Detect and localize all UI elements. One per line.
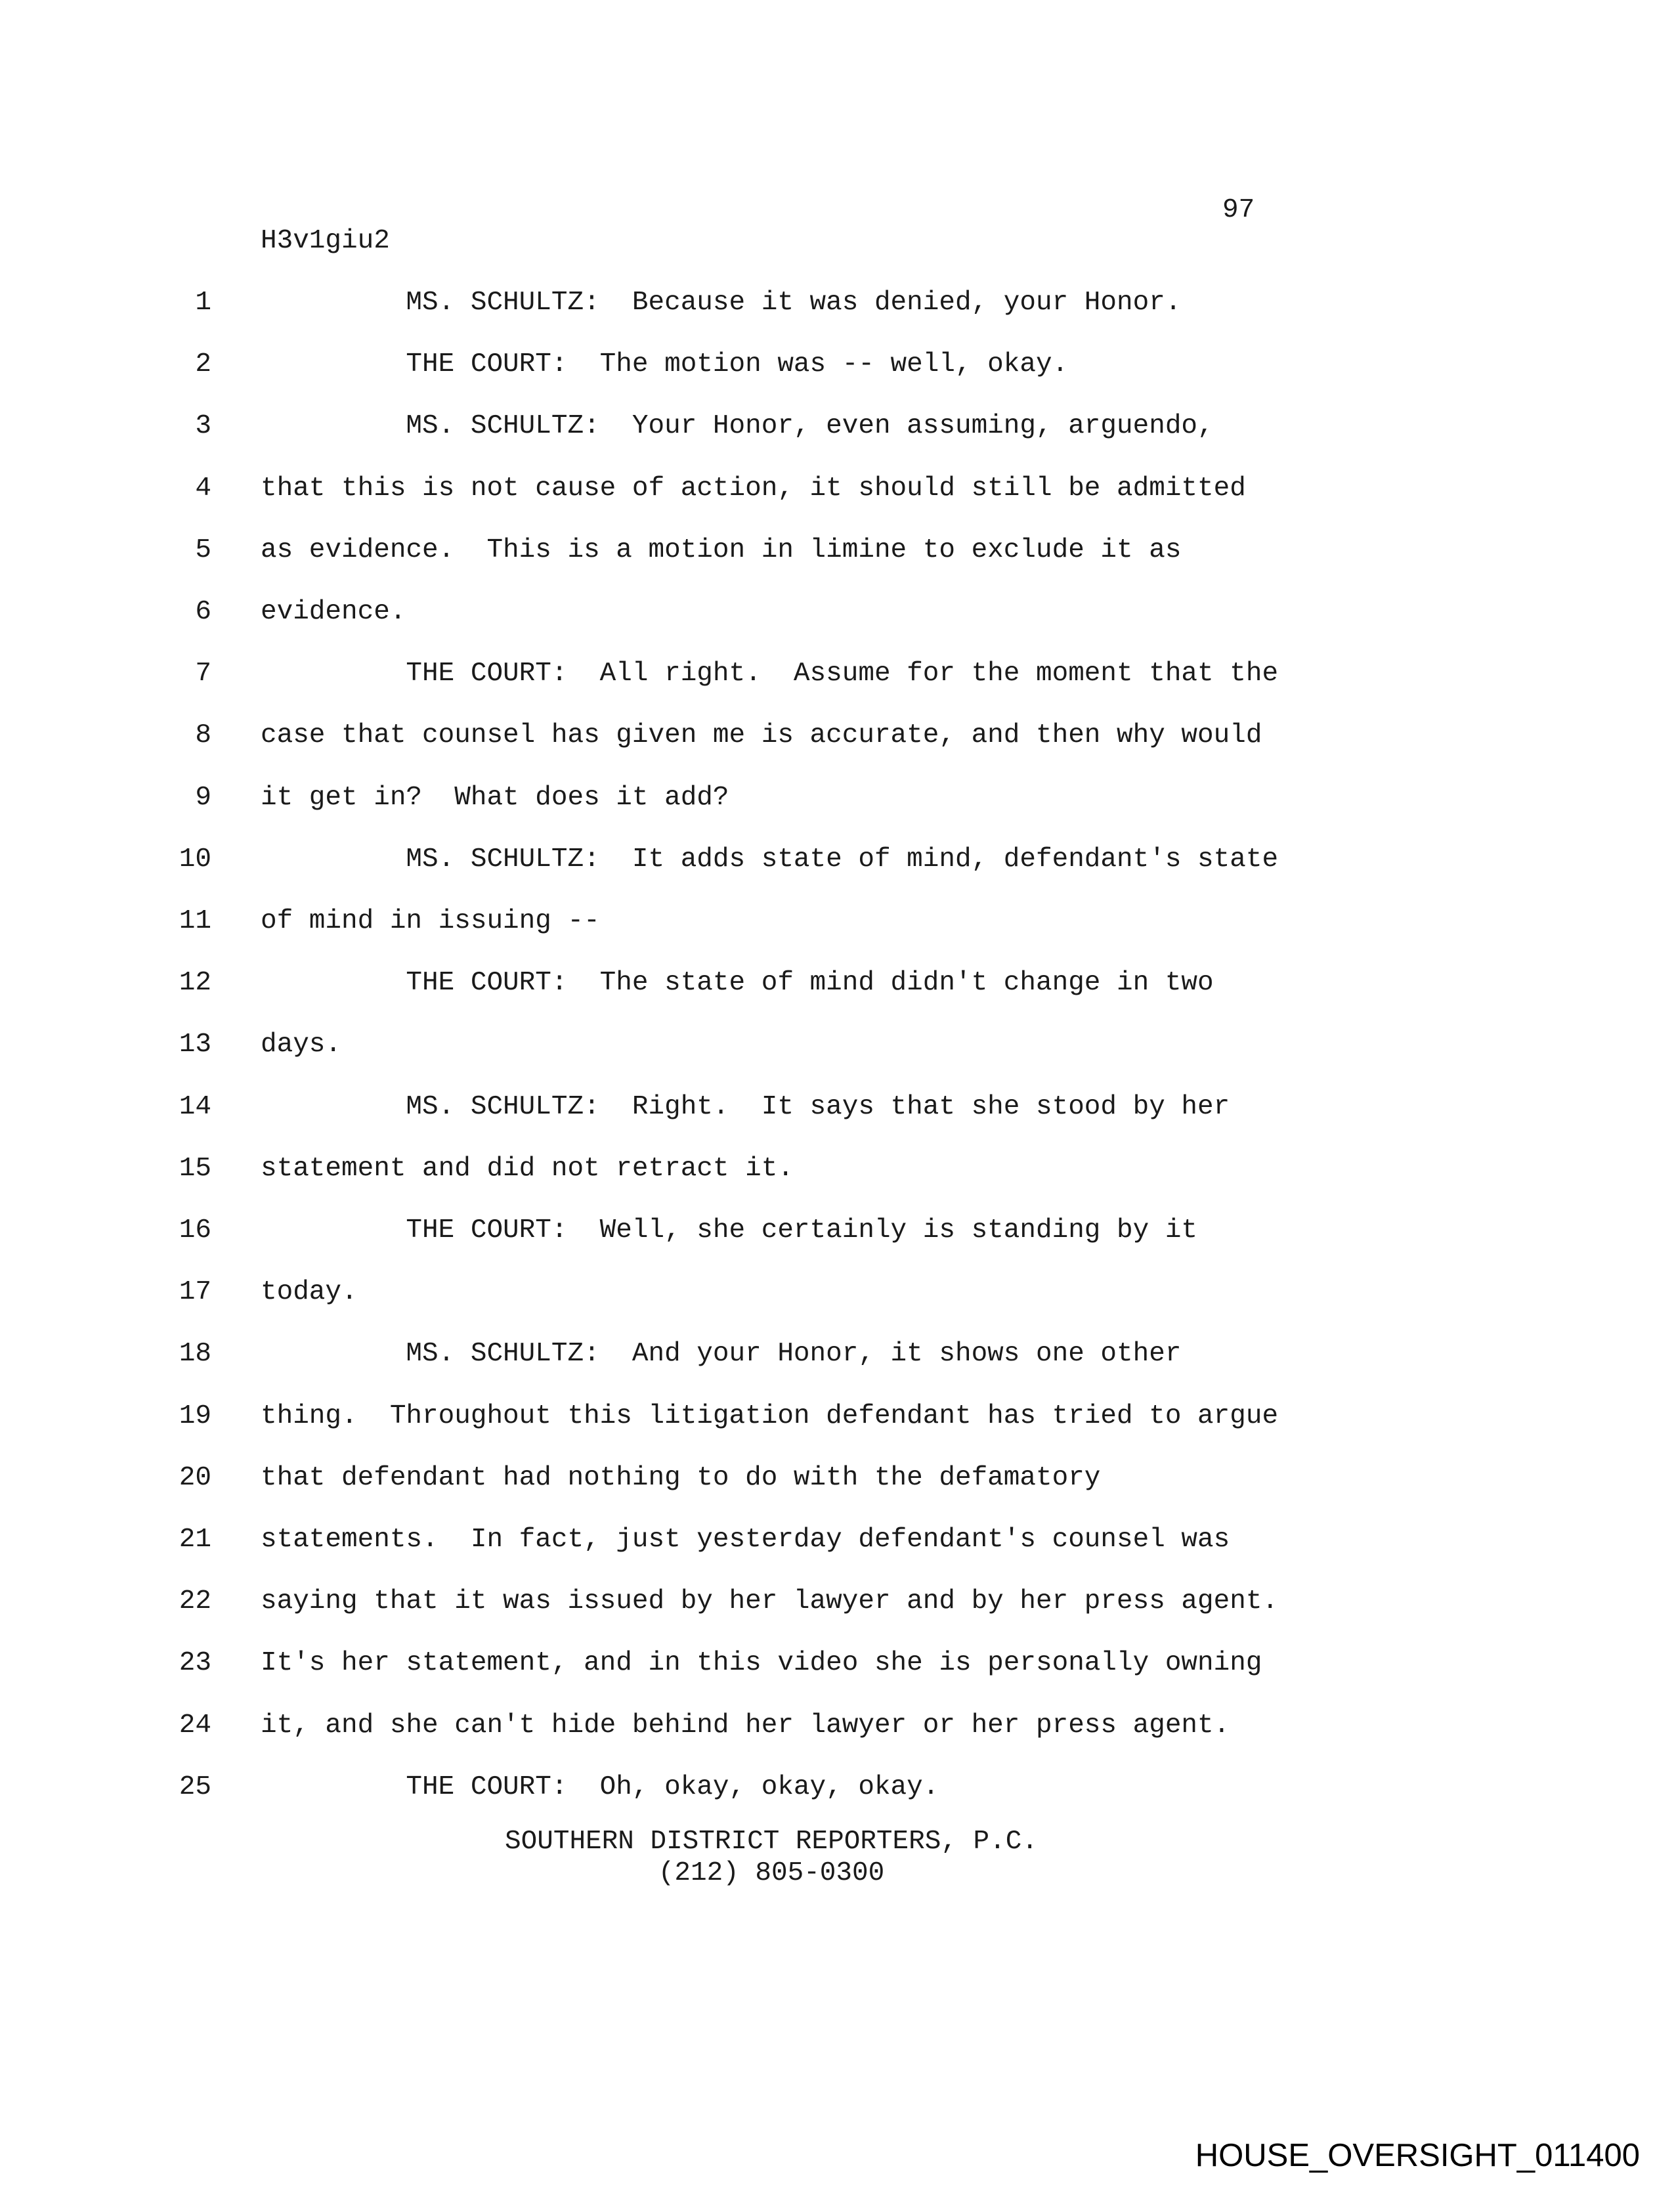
line-text: THE COURT: All right. Assume for the moment that the — [261, 659, 1279, 689]
transcript-line — [0, 1217, 1674, 1250]
reporter-phone: (212) 805-0300 — [658, 1858, 885, 1888]
line-number: 17 — [179, 1277, 211, 1307]
reporter-name: SOUTHERN DISTRICT REPORTERS, P.C. — [505, 1827, 1038, 1857]
line-text: THE COURT: The motion was -- well, okay. — [261, 349, 1069, 380]
transcript-line — [0, 1403, 1674, 1436]
line-number: 8 — [195, 720, 211, 750]
transcript-line — [0, 1156, 1674, 1188]
line-text: case that counsel has given me is accurate, and then why would — [261, 720, 1262, 750]
transcript-line — [0, 1588, 1674, 1621]
line-text: MS. SCHULTZ: It adds state of mind, defendant's state — [261, 844, 1279, 875]
transcript-line — [0, 537, 1674, 570]
line-text: that this is not cause of action, it should still be admitted — [261, 473, 1246, 504]
line-number: 21 — [179, 1525, 211, 1555]
transcript-line — [0, 1094, 1674, 1127]
transcript-line — [0, 908, 1674, 941]
transcript-line — [0, 1774, 1674, 1807]
line-text: thing. Throughout this litigation defendant has tried to argue — [261, 1401, 1279, 1431]
line-text: statement and did not retract it. — [261, 1154, 794, 1184]
line-number: 10 — [179, 844, 211, 875]
line-text: MS. SCHULTZ: Right. It says that she stood by her — [261, 1092, 1230, 1122]
line-text: evidence. — [261, 597, 406, 627]
transcript-line — [0, 1527, 1674, 1559]
line-number: 24 — [179, 1710, 211, 1741]
transcript-line — [0, 351, 1674, 384]
line-text: THE COURT: The state of mind didn't change in two — [261, 968, 1214, 998]
line-number: 15 — [179, 1154, 211, 1184]
line-number: 7 — [195, 659, 211, 689]
line-number: 5 — [195, 535, 211, 565]
line-number: 22 — [179, 1586, 211, 1616]
line-text: saying that it was issued by her lawyer and by her press agent. — [261, 1586, 1279, 1616]
line-number: 12 — [179, 968, 211, 998]
line-text: MS. SCHULTZ: Because it was denied, your Honor. — [261, 288, 1182, 318]
line-number: 4 — [195, 473, 211, 504]
line-number: 13 — [179, 1030, 211, 1060]
line-text: It's her statement, and in this video she is personally owning — [261, 1648, 1262, 1678]
line-text: it get in? What does it add? — [261, 783, 729, 813]
transcript-line — [0, 1712, 1674, 1745]
bates-number: HOUSE_OVERSIGHT_011400 — [1195, 2138, 1640, 2173]
line-number: 1 — [195, 288, 211, 318]
transcript-line — [0, 413, 1674, 446]
line-text: statements. In fact, just yesterday defendant's counsel was — [261, 1525, 1230, 1555]
transcript-line — [0, 1279, 1674, 1312]
transcript-line — [0, 1341, 1674, 1374]
line-number: 6 — [195, 597, 211, 627]
transcript-line — [0, 722, 1674, 755]
transcript-line — [0, 661, 1674, 693]
line-text: MS. SCHULTZ: Your Honor, even assuming, arguendo, — [261, 411, 1214, 441]
transcript-line — [0, 785, 1674, 817]
transcript-line — [0, 846, 1674, 879]
line-text: MS. SCHULTZ: And your Honor, it shows one other — [261, 1339, 1182, 1369]
line-text: THE COURT: Oh, okay, okay, okay. — [261, 1772, 939, 1802]
line-number: 19 — [179, 1401, 211, 1431]
transcript-line — [0, 599, 1674, 632]
transcript-line — [0, 970, 1674, 1003]
transcript-line — [0, 475, 1674, 508]
line-number: 3 — [195, 411, 211, 441]
line-number: 16 — [179, 1215, 211, 1246]
line-text: it, and she can't hide behind her lawyer or her press agent. — [261, 1710, 1230, 1741]
line-number: 25 — [179, 1772, 211, 1802]
page-number: 97 — [1222, 195, 1255, 225]
line-text: today. — [261, 1277, 358, 1307]
transcript-line — [0, 1031, 1674, 1064]
line-number: 9 — [195, 783, 211, 813]
line-text: of mind in issuing -- — [261, 906, 600, 936]
line-number: 2 — [195, 349, 211, 380]
line-text: as evidence. This is a motion in limine to exclude it as — [261, 535, 1182, 565]
transcript-line — [0, 1650, 1674, 1683]
transcript-line — [0, 290, 1674, 322]
line-number: 11 — [179, 906, 211, 936]
case-code: H3v1giu2 — [261, 226, 390, 256]
line-text: days. — [261, 1030, 342, 1060]
line-number: 14 — [179, 1092, 211, 1122]
line-number: 23 — [179, 1648, 211, 1678]
line-number: 18 — [179, 1339, 211, 1369]
transcript-line — [0, 1465, 1674, 1498]
line-number: 20 — [179, 1463, 211, 1493]
line-text: THE COURT: Well, she certainly is standing by it — [261, 1215, 1198, 1246]
line-text: that defendant had nothing to do with the defamatory — [261, 1463, 1101, 1493]
